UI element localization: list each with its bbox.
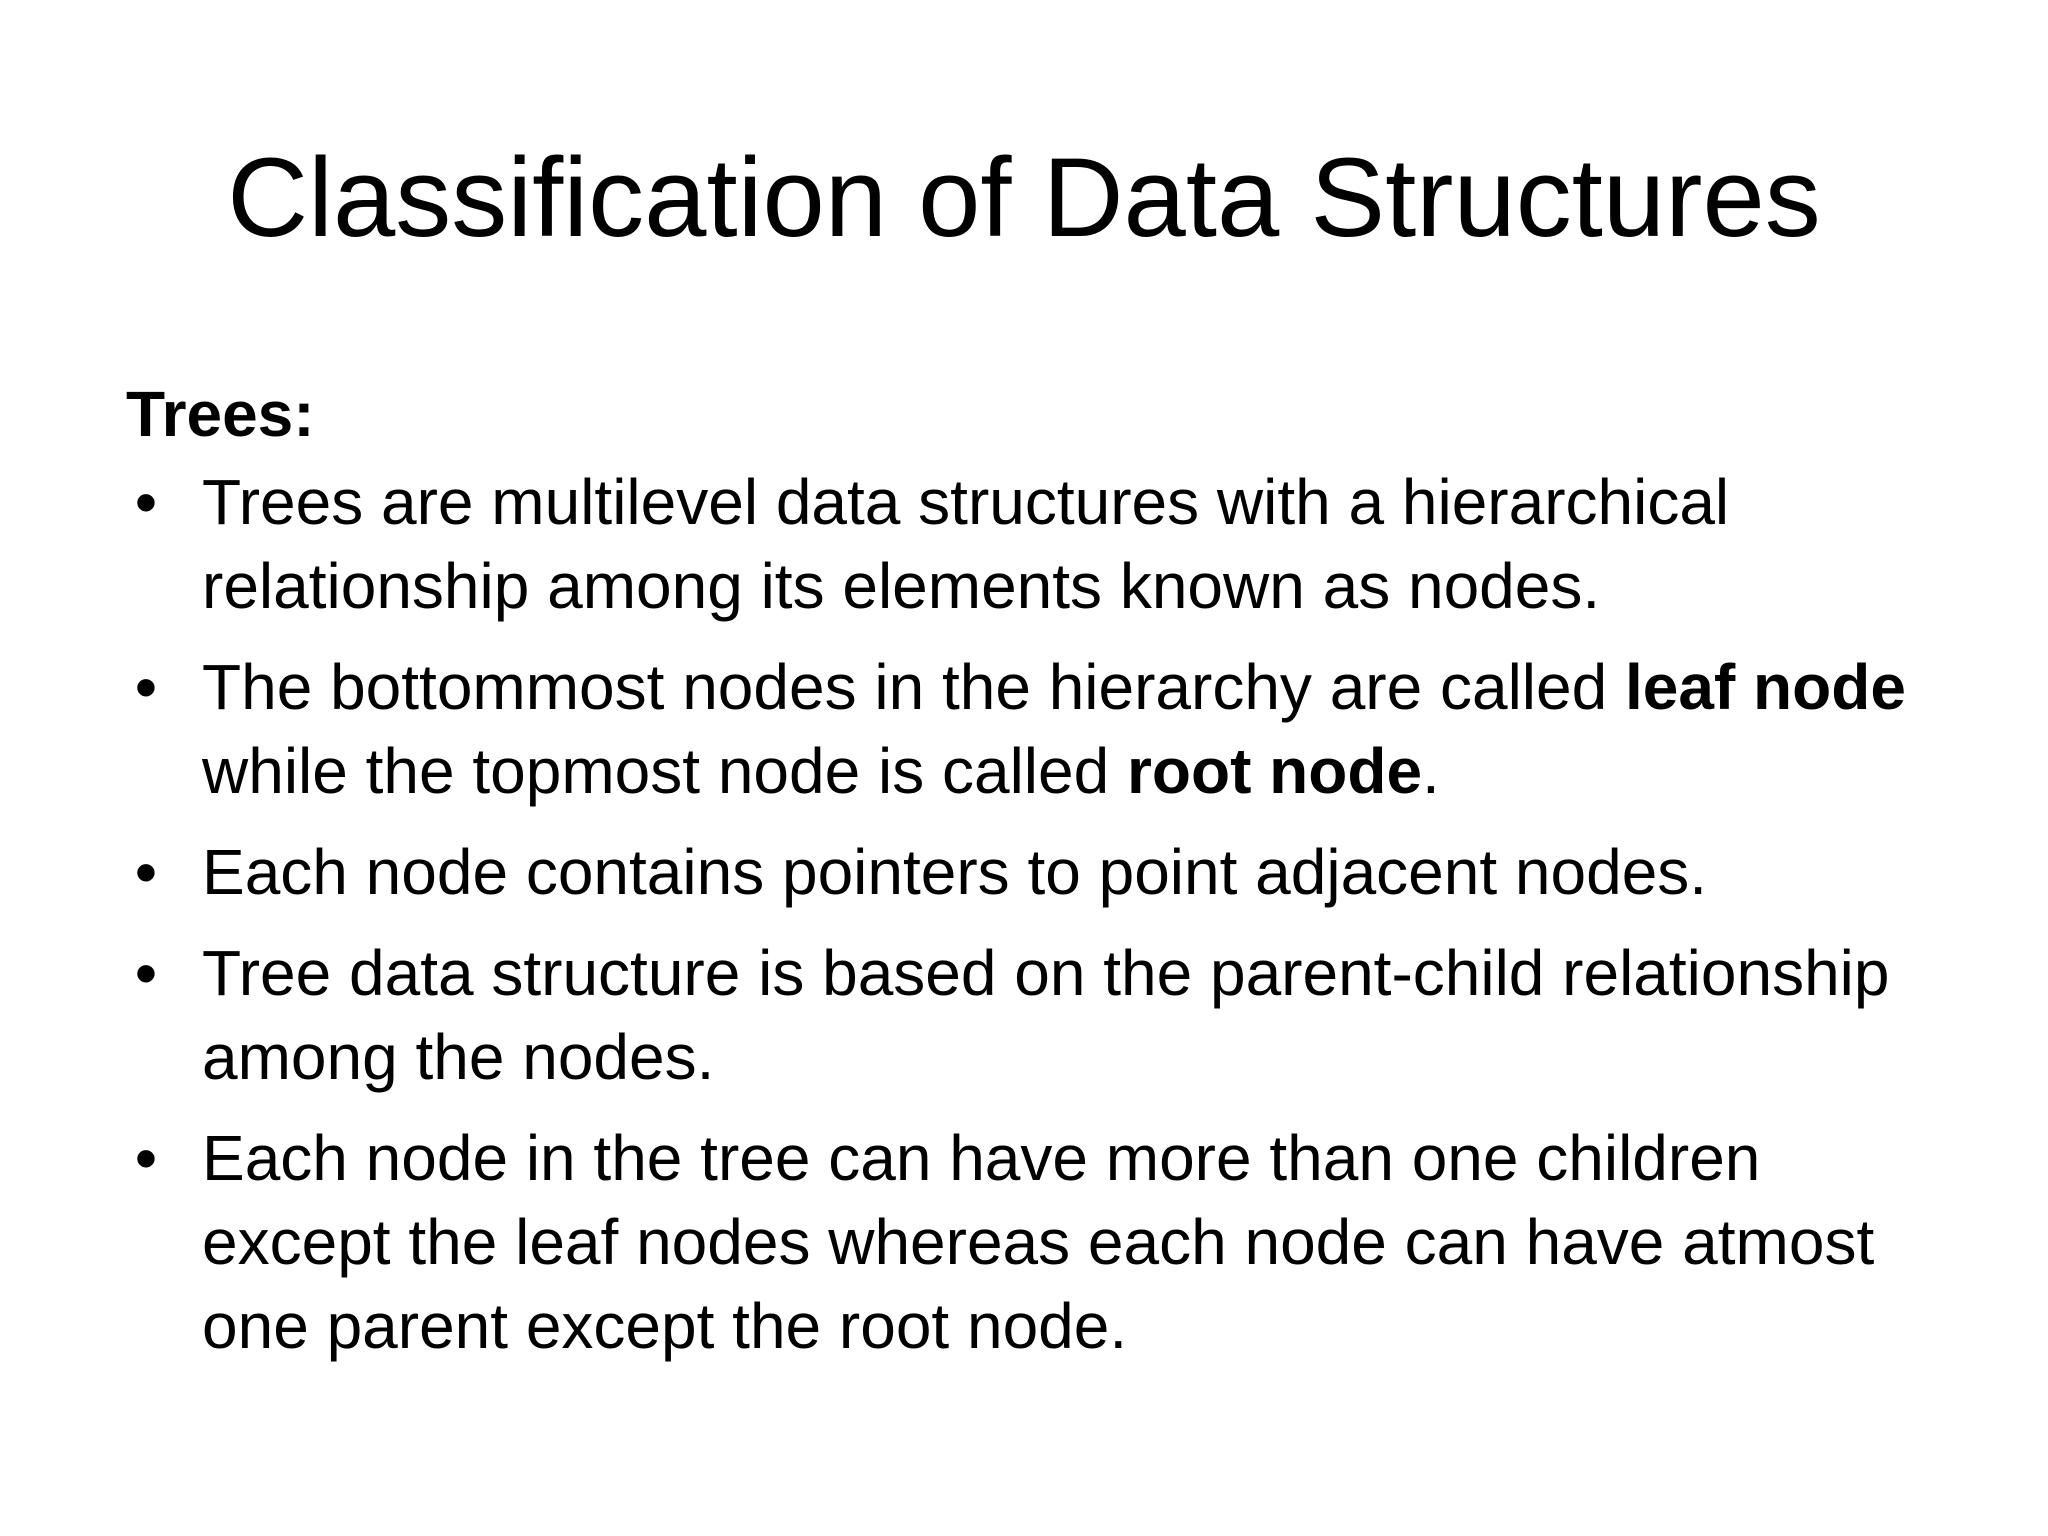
bullet-icon: • [134, 651, 158, 723]
bold-term-leaf-node: leaf node [1624, 651, 1906, 723]
bullet-icon: • [134, 1122, 158, 1194]
bullet-icon: • [134, 836, 158, 908]
bullet-item [126, 931, 1946, 1099]
bullet-text: Tree data structure is based on the parent-child relationship among the nodes. [202, 937, 1890, 1093]
bullet-text: Each node in the tree can have more than one children except the leaf nodes whereas each node can have atmost one parent except the root node. [202, 1122, 1875, 1362]
bullet-text: . [1422, 735, 1440, 807]
section-heading: Trees: [126, 378, 315, 450]
bullet-item [126, 830, 1946, 914]
bullet-item [126, 645, 1946, 813]
slide-content [126, 372, 1946, 1385]
slide-title: Classification of Data Structures [227, 135, 1821, 260]
bold-term-root-node: root node [1126, 735, 1423, 807]
bullet-list [126, 460, 1946, 1368]
bullet-text: The bottommost nodes in the hierarchy are called [202, 651, 1625, 723]
bullet-text: Trees are multilevel data structures with a hierarchical relationship among its elements known as nodes. [202, 466, 1730, 622]
bullet-item [126, 460, 1946, 628]
bullet-item [126, 1116, 1946, 1368]
bullet-icon: • [134, 466, 158, 538]
bullet-icon: • [134, 937, 158, 1009]
bullet-text: Each node contains pointers to point adjacent nodes. [202, 836, 1708, 908]
bullet-text: while the topmost node is called [202, 735, 1127, 807]
